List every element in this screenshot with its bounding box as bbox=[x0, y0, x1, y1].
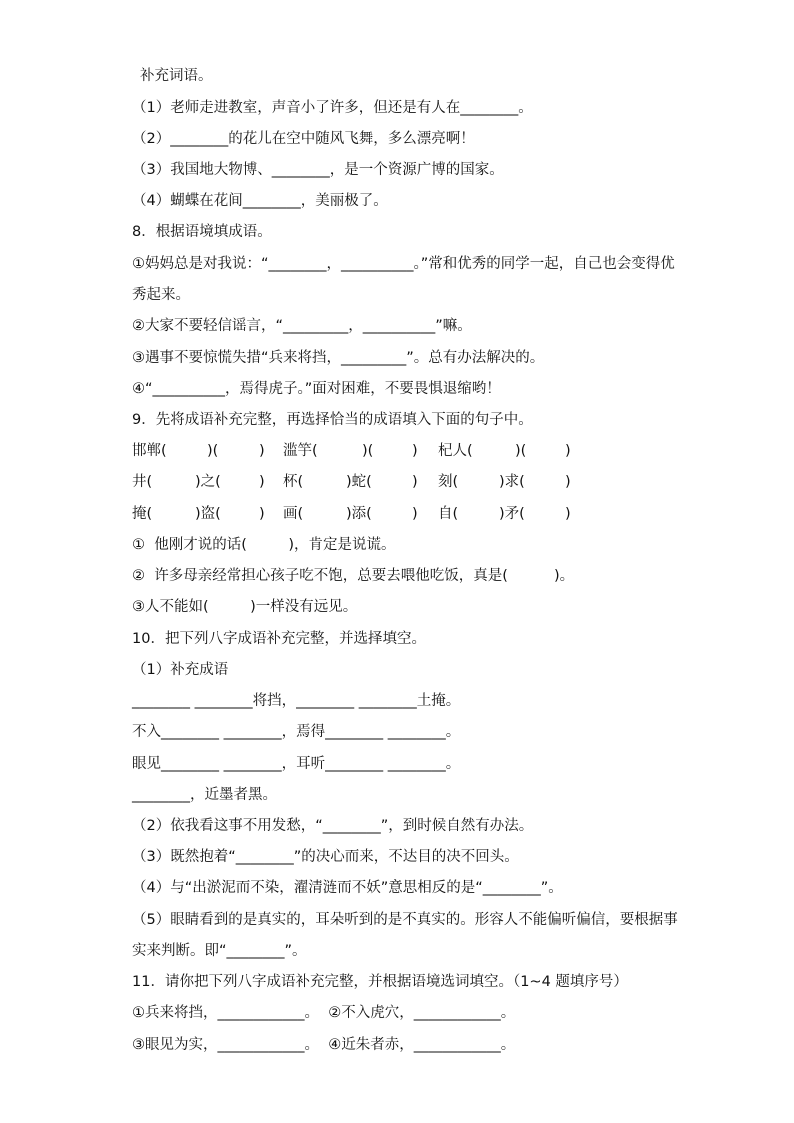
section8-item-2: ②大家不要轻信谣言，“_________，__________”嘛。 bbox=[132, 318, 472, 334]
idiom-cell: ) bbox=[412, 443, 418, 459]
section9-item-2: ② 许多母亲经常担心孩子吃不饱，总要去喂他吃饭，真是( )。 bbox=[132, 568, 575, 584]
idiom-cell: )蛇( bbox=[346, 474, 372, 490]
idiom-cell: 自( bbox=[438, 506, 459, 522]
idiom-cell: 邯郸( bbox=[132, 443, 167, 459]
idiom-cell: ) bbox=[565, 443, 571, 459]
idiom-cell: ) bbox=[259, 443, 265, 459]
section10-item: （3）既然抱着“________”的决心而来，不达目的决不回头。 bbox=[132, 849, 519, 865]
section9-title: 9．先将成语补充完整，再选择恰当的成语填入下面的句子中。 bbox=[132, 412, 533, 428]
section10-item: 眼见________ ________，耳听________ ________。 bbox=[132, 756, 461, 772]
section8-item-1: ①妈妈总是对我说：“________，__________。”常和优秀的同学一起，自己也会变得优 bbox=[132, 256, 675, 272]
section9-item-1: ① 他刚才说的话( )，肯定是说谎。 bbox=[132, 537, 396, 553]
section7-item-1: （1）老师走进教室，声音小了许多，但还是有人在________。 bbox=[132, 100, 533, 116]
idiom-cell: )( bbox=[207, 443, 219, 459]
section8-item-1-cont: 秀起来。 bbox=[132, 287, 190, 303]
idiom-cell: )之( bbox=[195, 474, 221, 490]
idiom-cell: ) bbox=[259, 506, 265, 522]
idiom-cell: ) bbox=[565, 506, 571, 522]
section7-item-4: （4）蝴蝶在花间________，美丽极了。 bbox=[132, 193, 388, 209]
section10-item: ________ ________将挡，________ ________土掩。 bbox=[132, 693, 461, 709]
section8-item-4: ④“__________，焉得虎子。”面对困难，不要畏惧退缩哟！ bbox=[132, 381, 501, 397]
idiom-cell: 画( bbox=[283, 506, 304, 522]
section11-item-row-2: ③眼见为实，____________。 ④近朱者赤，____________。 bbox=[132, 1037, 516, 1053]
section11-title: 11．请你把下列八字成语补充完整，并根据语境选词填空。（1~4 题填序号） bbox=[132, 974, 628, 990]
idiom-cell: 杯( bbox=[283, 474, 304, 490]
idiom-cell: )矛( bbox=[499, 506, 525, 522]
section10-item: （2）依我看这事不用发愁，“________”，到时候自然有办法。 bbox=[132, 818, 534, 834]
idiom-cell: 滥竽( bbox=[283, 443, 318, 459]
idiom-cell: 杞人( bbox=[438, 443, 473, 459]
idiom-cell: ) bbox=[412, 474, 418, 490]
idiom-cell: ) bbox=[259, 474, 265, 490]
section10-item: ________，近墨者黑。 bbox=[132, 787, 277, 803]
idiom-cell: )( bbox=[362, 443, 374, 459]
section7-item-2: （2）________的花儿在空中随风飞舞，多么漂亮啊！ bbox=[132, 131, 475, 147]
section9-item-3: ③人不能如( )一样没有远见。 bbox=[132, 599, 358, 615]
section10-item: （1）补充成语 bbox=[132, 662, 229, 678]
section10-item: 不入________ ________，焉得________ ________。 bbox=[132, 724, 461, 740]
section10-item: （5）眼睛看到的是真实的，耳朵听到的是不真实的。形容人不能偏听偏信，要根据事 bbox=[132, 912, 678, 928]
idiom-cell: 井( bbox=[132, 474, 153, 490]
section10-item: 实来判断。即“________”。 bbox=[132, 943, 307, 959]
idiom-cell: ) bbox=[412, 506, 418, 522]
section7-item-3: （3）我国地大物博、________，是一个资源广博的国家。 bbox=[132, 162, 504, 178]
section10-title: 10．把下列八字成语补充完整，并选择填空。 bbox=[132, 631, 426, 647]
idiom-cell: 掩( bbox=[132, 506, 153, 522]
idiom-cell: )盗( bbox=[195, 506, 221, 522]
idiom-cell: )( bbox=[515, 443, 527, 459]
section7-intro: 补充词语。 bbox=[140, 68, 213, 84]
section10-item: （4）与“出淤泥而不染，濯清涟而不妖”意思相反的是“________”。 bbox=[132, 880, 563, 896]
idiom-cell: )求( bbox=[499, 474, 525, 490]
section8-title: 8．根据语境填成语。 bbox=[132, 224, 272, 240]
section8-item-3: ③遇事不要惊慌失措“兵来将挡，_________”。总有办法解决的。 bbox=[132, 350, 545, 366]
idiom-cell: ) bbox=[565, 474, 571, 490]
idiom-cell: )添( bbox=[346, 506, 372, 522]
section11-item-row-1: ①兵来将挡，____________。 ②不入虎穴，____________。 bbox=[132, 1005, 516, 1021]
idiom-cell: 刻( bbox=[438, 474, 459, 490]
